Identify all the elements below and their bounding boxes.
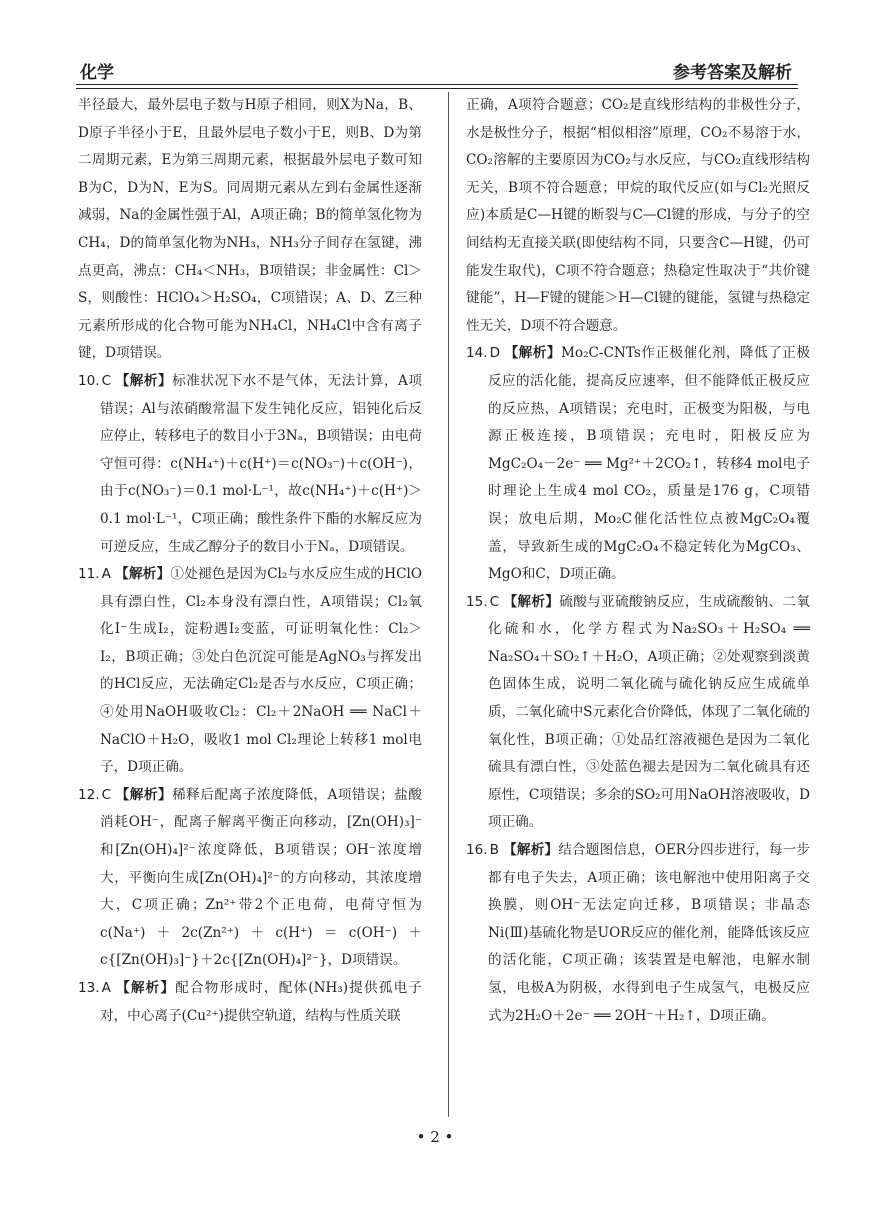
answer-item-13	[78, 975, 422, 1030]
item-number: 15.	[466, 593, 488, 610]
continued-paragraph: 正确，A项符合题意；CO₂是直线形结构的非极性分子，水是极性分子，根据“相似相溶”原理，CO₂不易溶于水，CO₂溶解的主要原因为CO₂与水反应，与CO₂直线形结构无关，B项不符合题意；甲烷的取代反应(如与Cl₂光照反应)本质是C—H键的断裂与C—Cl键的形成，与分子的空间结构无直接关联(即使结构不同，只要含C—H键，仍可能发生取代)，C项不符合题意；热稳定性取决于“共价键键能”，H—F键的键能＞H—Cl键的键能，氢键与热稳定性无关，D项不符合题意。	[466, 97, 810, 334]
subject-label: 化学	[80, 63, 114, 83]
item-answer: D	[489, 345, 501, 362]
item-explanation: 结合题图信息，OER分四步进行，每一步都有电子失去，A项正确；该电解池中使用阳离子交换膜，则OH⁻无法定向迁移，B项错误；非晶态Ni(Ⅲ)基硫化物是UOR反应的催化剂，能降低该反应的活化能，C项正确；该装置是电解池，电解水制氢，电极A为阴极，水得到电子生成氢气，电极反应式为2H₂O＋2e⁻ ══ 2OH⁻＋H₂↑，D项正确。	[488, 842, 810, 1024]
item-explanation: ①处褪色是因为Cl₂与水反应生成的HClO具有漂白性，Cl₂本身没有漂白性，A项错误；Cl₂氧化I⁻生成I₂，淀粉遇I₂变蓝，可证明氧化性：Cl₂＞I₂，B项正确；③处白色沉淀可能是AgNO₃与挥发出的HCl反应，无法确定Cl₂是否与水反应，C项正确；④处用NaOH吸收Cl₂：Cl₂＋2NaOH ══ NaCl＋NaClO＋H₂O，吸收1 mol Cl₂理论上转移1 mol电子，D项正确。	[100, 566, 422, 776]
continued-paragraph: 半径最大，最外层电子数与H原子相同，则X为Na，B、D原子半径小于E，且最外层电子数小于E，则B、D为第二周期元素，E为第三周期元素，根据最外层电子数可知B为C，D为N，E为S。同周期元素从左到右金属性逐渐减弱，Na的金属性强于Al，A项正确；B的简单氢化物为CH₄，D的简单氢化物为NH₃，NH₃分子间存在氢键，沸点更高，沸点：CH₄＜NH₃，B项错误；非金属性：Cl＞S，则酸性：HClO₄＞H₂SO₄，C项错误；A、D、Z三种元素所形成的化合物可能为NH₄Cl，NH₄Cl中含有离子键，D项错误。	[78, 97, 422, 362]
item-answer: C	[489, 593, 500, 610]
analysis-tag: 【解析】	[114, 980, 176, 996]
right-column	[466, 92, 810, 1030]
document-title: 参考答案及解析	[673, 63, 792, 83]
item-number: 14.	[466, 345, 488, 362]
answer-item-15	[466, 589, 810, 837]
analysis-tag: 【解析】	[502, 842, 559, 859]
item-number: 13.	[78, 980, 100, 996]
analysis-tag: 【解析】	[504, 345, 561, 362]
answer-item-12	[78, 782, 422, 975]
analysis-tag: 【解析】	[115, 786, 173, 803]
item-number: 10.	[78, 372, 100, 389]
item-number: 12.	[78, 786, 100, 803]
item-answer: A	[101, 566, 111, 583]
page-number: • 2 •	[416, 1128, 454, 1146]
analysis-tag: 【解析】	[115, 372, 173, 389]
analysis-tag: 【解析】	[114, 566, 171, 583]
answer-item-11	[78, 561, 422, 782]
header-rule-thick	[76, 84, 798, 85]
item-answer: A	[101, 980, 111, 996]
item-explanation: 配合物形成时，配体(NH₃)提供孤电子对，中心离子(Cu²⁺)提供空轨道，结构与性质关联	[100, 980, 422, 1024]
item-answer: C	[101, 372, 112, 389]
item-explanation: 稀释后配离子浓度降低，A项错误；盐酸消耗OH⁻，配离子解离平衡正向移动，[Zn(OH)₃]⁻和[Zn(OH)₄]²⁻浓度降低，B项错误；OH⁻浓度增大，平衡向生成[Zn(OH)₄]²⁻的方向移动，其浓度增大，C项正确；Zn²⁺带2个正电荷，电荷守恒为c(Na⁺)＋2c(Zn²⁺)＋c(H⁺)＝c(OH⁻)＋c{[Zn(OH)₃]⁻}＋2c{[Zn(OH)₄]²⁻}，D项错误。	[100, 786, 422, 969]
item-number: 16.	[466, 842, 488, 859]
item-number: 11.	[78, 566, 100, 583]
answer-item-16	[466, 837, 810, 1030]
item-explanation: 标准状况下水不是气体，无法计算，A项错误；Al与浓硝酸常温下发生钝化反应，铝钝化后反应停止，转移电子的数目小于3Nₐ，B项错误；由电荷守恒可得：c(NH₄⁺)＋c(H⁺)＝c(NO₃⁻)＋c(OH⁻)，由于c(NO₃⁻)＝0.1 mol·L⁻¹，故c(NH₄⁺)＋c(H⁺)＞0.1 mol·L⁻¹，C项正确；酸性条件下酯的水解反应为可逆反应，生成乙醇分子的数目小于Nₐ，D项错误。	[100, 372, 422, 555]
item-answer: C	[101, 786, 112, 803]
answer-item-10	[78, 368, 422, 561]
page-header	[76, 50, 796, 86]
header-rule-thin	[76, 88, 798, 89]
answer-item-14	[466, 340, 810, 588]
item-answer: B	[489, 842, 499, 859]
left-column	[78, 92, 422, 1030]
column-divider	[448, 92, 449, 1117]
analysis-tag: 【解析】	[503, 593, 560, 610]
item-explanation: 硫酸与亚硫酸钠反应，生成硫酸钠、二氧化硫和水，化学方程式为Na₂SO₃＋H₂SO₄ ══ Na₂SO₄＋SO₂↑＋H₂O，A项正确；②处观察到淡黄色固体生成，说明二氧化硫与硫化钠反应生成硫单质，二氧化硫中S元素化合价降低，体现了二氧化硫的氧化性，B项正确；①处品红溶液褪色是因为二氧化硫具有漂白性，③处蓝色褪去是因为二氧化硫具有还原性，C项错误；多余的SO₂可用NaOH溶液吸收，D项正确。	[488, 593, 811, 831]
item-explanation: Mo₂C-CNTs作正极催化剂，降低了正极反应的活化能，提高反应速率，但不能降低正极反应的反应热，A项错误；充电时，正极变为阳极，与电源正极连接，B项错误；充电时，阳极反应为MgC₂O₄－2e⁻ ══ Mg²⁺＋2CO₂↑，转移4 mol电子时理论上生成4 mol CO₂，质量是176 g，C项错误；放电后期，Mo₂C催化活性位点被MgC₂O₄覆盖，导致新生成的MgC₂O₄不稳定转化为MgCO₃、MgO和C，D项正确。	[488, 345, 810, 583]
